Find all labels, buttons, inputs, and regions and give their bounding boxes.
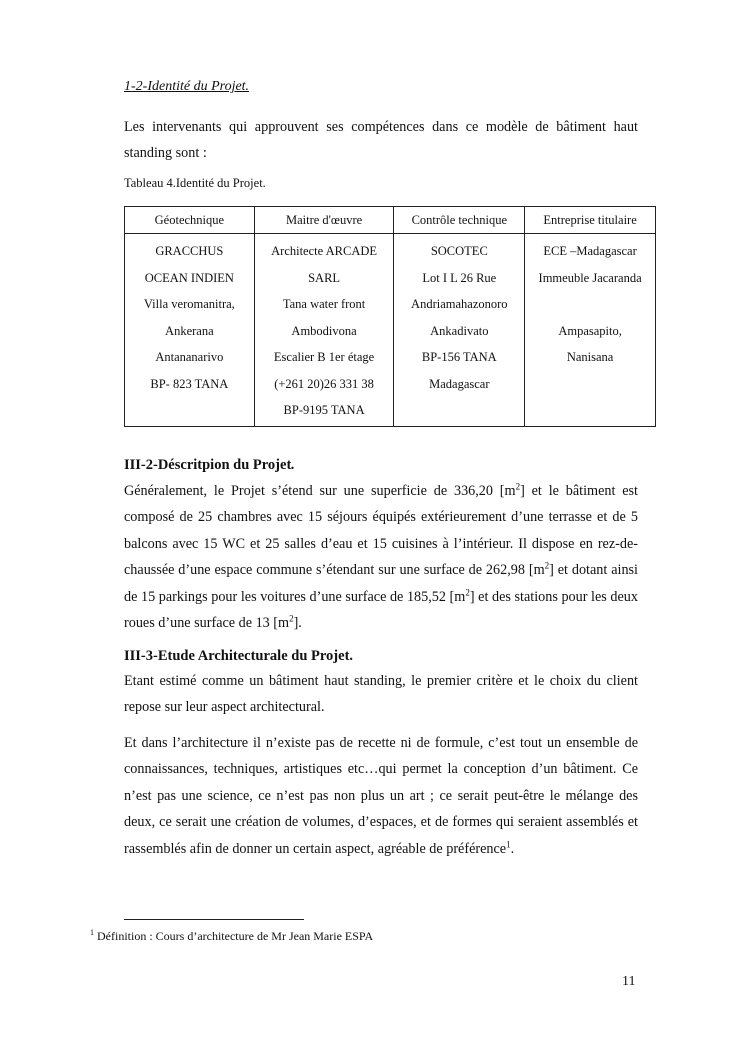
architecture-text: Et dans l’architecture il n’existe pas de recette ni de formule, c’est tout un ensemble de connaissances, techniques, artistiques etc…qui permet la conception d’un bâtiment. Ce n’est pas une science, ce n’est pas non plus un art ; ce serait peut-être le mélange des deux, ce serait une création de volumes, d’espaces, et de formes qui seraient assemblés et rassemblés afin de donner un certain aspect, agréable de préférence: [124, 735, 638, 857]
cell-controle-technique: [394, 234, 525, 427]
identity-table: [124, 206, 656, 427]
footnote-marker: 1: [90, 928, 94, 937]
cell-line: Villa veromanitra,: [143, 297, 235, 311]
page-number: 11: [622, 974, 636, 989]
exponent: 2: [465, 586, 470, 597]
cell-line: OCEAN INDIEN: [144, 270, 234, 285]
table-row: [125, 234, 656, 427]
cell-line: Immeuble Jacaranda: [538, 270, 642, 285]
exponent: 2: [289, 613, 294, 624]
cell-line: ECE –Madagascar: [543, 244, 637, 258]
description-title-period: .: [291, 457, 295, 473]
cell-line: Ankerana: [165, 323, 214, 338]
cell-entreprise-titulaire: [525, 234, 656, 427]
cell-line: (+261 20)26 331 38: [274, 376, 374, 391]
description-text: ].: [293, 615, 302, 632]
architecture-paragraph-2: Et dans l’architecture il n’existe pas de recette ni de formule, c’est tout un ensemble de connaissances, techniques, artistiques etc…qui permet la conception d’un bâtiment. Ce n’est pas une science, ce n’est pas non plus un art ; ce serait peut-être le mélange des deux, ce serait une création de volumes, d’espaces, et de formes qui seraient assemblés et rassemblés afin de donner un certain aspect, agréable de préférence$^1$.: [124, 735, 638, 857]
cell-line: Nanisana: [566, 350, 614, 364]
cell-line: GRACCHUS: [155, 244, 224, 258]
footnote-reference: 1: [506, 838, 511, 849]
cell-line: Madagascar: [429, 376, 490, 391]
header-geotechnique: Géotechnique: [125, 207, 255, 234]
cell-line: Architecte ARCADE: [271, 244, 378, 258]
cell-line: Ankadivato: [430, 323, 489, 338]
description-text: ] et des stations pour les deux roues d’une surface de 13 [m: [124, 588, 638, 632]
header-maitre-oeuvre: Maitre d'œuvre: [254, 207, 394, 234]
cell-line: Ampasapito,: [558, 323, 622, 338]
footnote-text: Définition : Cours d’architecture de Mr Jean Marie ESPA: [97, 929, 374, 943]
cell-line: SOCOTEC: [430, 244, 488, 258]
cell-line: Escalier B 1er étage: [273, 350, 375, 364]
description-title: III-2-Déscritpion du Projet: [124, 457, 292, 473]
description-text: ] et dotant ainsi de 15 parkings pour les voitures d’une surface de 185,52 [m: [124, 562, 638, 605]
cell-maitre-oeuvre: [254, 234, 394, 427]
section-heading-architecture: III-3-Etude Architecturale du Projet.: [124, 648, 354, 664]
section-heading-identite: 1-2-Identité du Projet.: [124, 79, 250, 94]
cell-geotechnique: [125, 234, 255, 427]
section-heading-description: [124, 457, 295, 474]
cell-line: Tana water front: [282, 297, 366, 311]
cell-line: Ambodivona: [291, 323, 357, 338]
cell-line: SARL: [308, 270, 341, 285]
intro-paragraph: Les intervenants qui approuvent ses compétences dans ce modèle de bâtiment haut standing sont :: [124, 119, 638, 162]
footnote: [90, 929, 373, 944]
architecture-paragraph-1: Etant estimé comme un bâtiment haut standing, le premier critère et le choix du client repose sur leur aspect architectural.: [124, 673, 638, 716]
cell-line: BP- 823 TANA: [150, 376, 229, 391]
cell-line: BP-9195 TANA: [283, 403, 365, 417]
cell-line: [527, 291, 653, 318]
header-controle-technique: Contrôle technique: [394, 207, 525, 234]
cell-line: Andriamahazonoro: [411, 297, 508, 311]
cell-line: Lot I L 26 Rue: [422, 270, 497, 285]
footnote-separator: [124, 919, 304, 920]
description-paragraph: [124, 478, 638, 636]
cell-line: BP-156 TANA: [421, 350, 497, 364]
description-text: Généralement, le Projet s’étend sur une superficie de 336,20 [m: [124, 483, 516, 499]
header-entreprise-titulaire: Entreprise titulaire: [525, 207, 656, 234]
exponent: 2: [544, 560, 550, 571]
table-caption: Tableau 4.Identité du Projet.: [124, 176, 266, 190]
cell-line: Antananarivo: [155, 350, 224, 364]
table-header-row: [125, 207, 656, 234]
description-text: ] et le bâtiment est composé de 25 chambres avec 15 séjours équipés extérieurement d’une terrasse et de 5 balcons avec 15 WC et 25 salles d’eau et 15 cuisines à l’intérieur. Il dispose en rez-de-chaussée d’une espace commune s’étendant sur une surface de 262,98 [m: [124, 483, 638, 579]
exponent: 2: [515, 481, 521, 492]
